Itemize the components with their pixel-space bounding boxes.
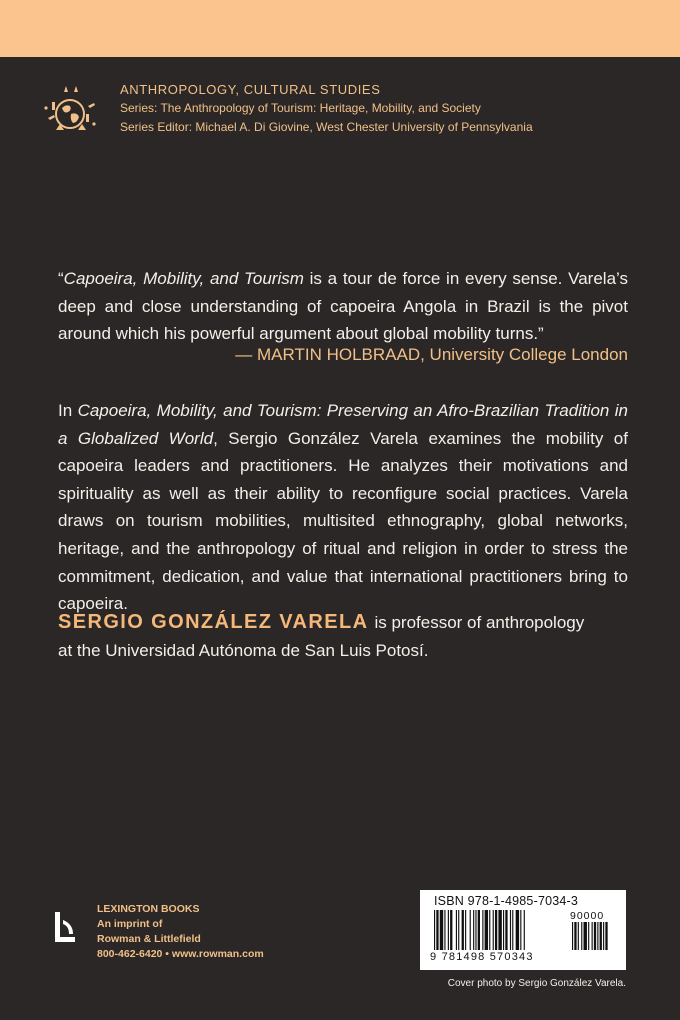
isbn-barcode [420, 890, 626, 970]
book-description [58, 397, 628, 618]
author-name: SERGIO GONZÁLEZ VARELA [58, 611, 369, 633]
quote-attribution: — MARTIN HOLBRAAD, University College London [235, 345, 628, 364]
publisher-imprint: An imprint of [97, 918, 163, 930]
description-lead: In [58, 401, 78, 420]
top-color-band [0, 0, 680, 57]
author-bio-text: is professor of anthropology [374, 613, 585, 632]
isbn-text: ISBN 978-1-4985-7034-3 [434, 894, 579, 908]
globe-travel-icon [38, 80, 102, 144]
series-info [120, 80, 533, 137]
description-book-title: Capoeira, Mobility, and Tourism: Preserving an Afro-Brazilian Tradition in a Globalized World [58, 401, 628, 448]
publisher-contact: 800-462-6420 • www.rowman.com [97, 948, 264, 960]
barcode-bars [434, 910, 614, 952]
lexington-logo-icon [55, 912, 75, 942]
quote-book-title: Capoeira, Mobility, and Tourism [63, 269, 304, 288]
quote-text: is a tour de force in every sense. Varela’s deep and close understanding of capoeira Angola in Brazil is the pivot around which his powerful argument about global mobility turns.” [58, 269, 628, 343]
author-bio [58, 609, 638, 664]
photo-credit: Cover photo by Sergio González Varela. [447, 978, 626, 989]
review-quote [58, 265, 628, 348]
price-code: 90000 [570, 910, 605, 922]
publisher-name: LEXINGTON BOOKS [97, 903, 200, 915]
publisher-info [97, 902, 264, 962]
series-category: ANTHROPOLOGY, CULTURAL STUDIES [120, 82, 381, 97]
author-bio-affiliation: at the Universidad Autónoma de San Luis Potosí. [58, 640, 429, 660]
series-title: Series: The Anthropology of Tourism: Heritage, Mobility, and Society [120, 101, 481, 115]
quote-open: “ [58, 269, 64, 288]
series-editor: Series Editor: Michael A. Di Giovine, West Chester University of Pennsylvania [120, 120, 533, 134]
ean-digits: 9 781498 570343 [430, 951, 534, 963]
description-text: , Sergio González Varela examines the mobility of capoeira leaders and practitioners. He analyzes their motivations and spirituality as well as their ability to reconfigure social practices. Varela draws on tourism mobilities, multisited ethnography, global networks, heritage, and the anthropology of ritual and religion in order to stress the commitment, dedication, and value that international practitioners bring to capoeira. [58, 428, 628, 614]
publisher-parent: Rowman & Littlefield [97, 933, 201, 945]
